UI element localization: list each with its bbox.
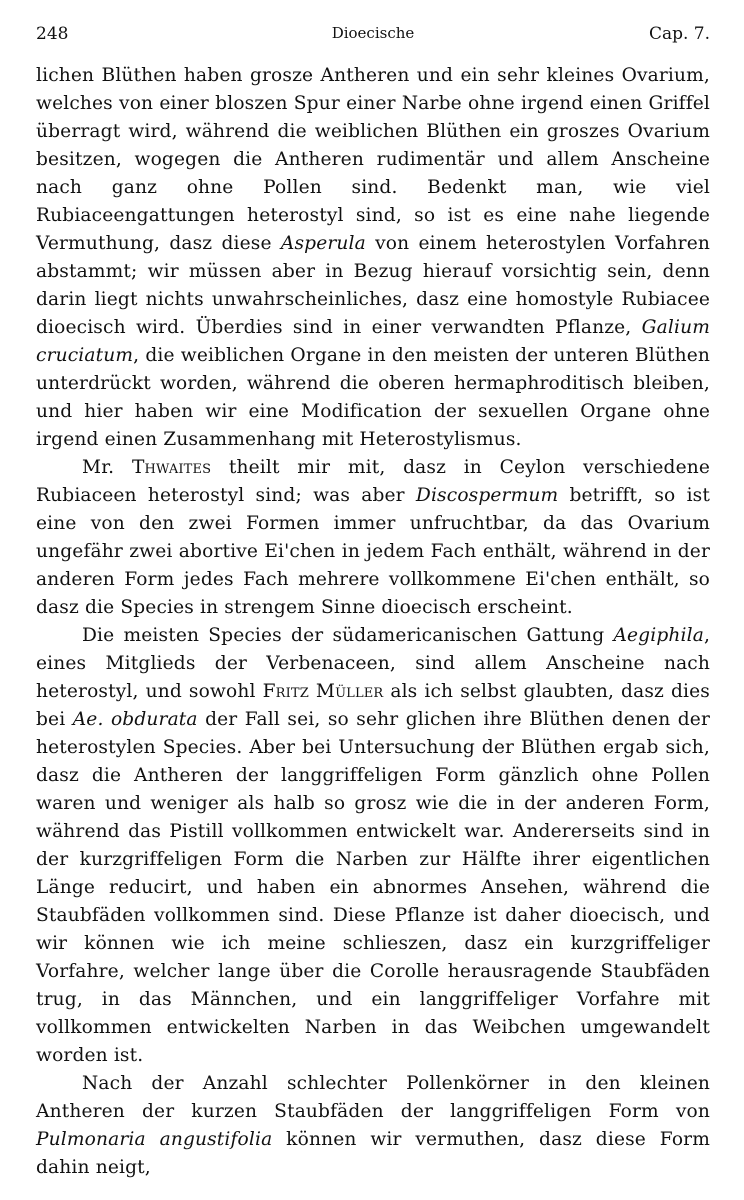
text-run: können wir vermuthen, dasz diese Form dahin neigt, xyxy=(36,1129,710,1178)
text-run: von einem heterostylen Vorfahren abstammt; wir müssen aber in Bezug hierauf vorsichtig sein, denn darin liegt nichts unwahrscheinliches, dasz eine homostyle Rubiacee dioecisch wird. Überdies sind in einer verwandten Pflanze, xyxy=(36,233,710,338)
paragraph xyxy=(36,1070,710,1182)
text-run: , eines Mitglieds der Verbenaceen, sind allem Anscheine nach heterostyl, und sowohl xyxy=(36,625,710,702)
species-name: Ae. obdurata xyxy=(72,709,198,730)
paragraph xyxy=(36,622,710,1070)
text-run: der Fall sei, so sehr glichen ihre Blüthen denen der heterostylen Species. Aber bei Untersuchung der Blüthen ergab sich, dasz die Antheren der langgriffeligen Form gänzlich ohne Pollen waren und weniger als halb so grosz wie die in der anderen Form, während das Pistill vollkommen entwickelt war. Andererseits sind in der kurzgriffeligen Form die Narben zur Hälfte ihrer eigentlichen Länge reducirt, und haben ein abnormes Ansehen, während die Staubfäden vollkommen sind. Diese Pflanze ist daher dioecisch, und wir können wie ich meine schlieszen, dasz ein kurzgriffeliger Vorfahre, welcher lange über die Corolle herausragende Staubfäden trug, in das Männchen, und ein langgriffeliger Vorfahre mit vollkommen entwickelten Narben in das Weibchen umgewandelt worden ist. xyxy=(36,709,710,1066)
text-run: betrifft, so ist eine von den zwei Formen immer unfruchtbar, da das Ovarium ungefähr zwei abortive Ei'chen in jedem Fach enthält, während in der anderen Form jedes Fach mehrere vollkommene Ei'chen enthält, so dasz die Species in strengem Sinne dioecisch erscheint. xyxy=(36,485,710,618)
body-text xyxy=(36,62,710,1182)
person-name: Fritz Müller xyxy=(262,681,384,702)
page-number: 248 xyxy=(36,24,69,44)
running-title: Dioecische xyxy=(331,24,415,42)
text-run: als ich selbst glaubten, dasz dies bei xyxy=(36,681,710,730)
species-name: Discospermum xyxy=(415,485,559,506)
species-name: Pulmonaria angustifolia xyxy=(36,1129,273,1150)
text-run: , die weiblichen Organe in den meisten der unteren Blüthen unterdrückt worden, während die oberen hermaphroditisch bleiben, und hier haben wir eine Modification der sexuellen Organe ohne irgend einen Zusammenhang mit Heterostylismus. xyxy=(36,345,710,450)
text-run: Nach der Anzahl schlechter Pollenkörner in den kleinen Antheren der kurzen Staubfäden der langgriffeligen Form von xyxy=(36,1073,710,1122)
species-name: Aegiphila xyxy=(613,625,704,646)
text-run: Die meisten Species der südamericanischen Gattung xyxy=(82,625,614,646)
person-name: Thwaites xyxy=(131,457,212,478)
species-name: Asperula xyxy=(280,233,366,254)
species-name: Galium cruciatum xyxy=(36,317,710,366)
paragraph xyxy=(36,62,710,454)
text-run: theilt mir mit, dasz in Ceylon verschiedene Rubiaceen heterostyl sind; was aber xyxy=(36,457,710,506)
text-run: lichen Blüthen haben grosze Antheren und ein sehr kleines Ovarium, welches von einer bloszen Spur einer Narbe ohne irgend einen Griffel überragt wird, während die weiblichen Blüthen ein groszes Ovarium besitzen, wogegen die Antheren rudimentär und allem Anscheine nach ganz ohne Pollen sind. Bedenkt man, wie viel Rubiaceengattungen heterostyl sind, so ist es eine nahe liegende Vermuthung, dasz diese xyxy=(36,65,710,254)
running-head xyxy=(36,24,710,52)
chapter-label: Cap. 7. xyxy=(648,24,710,44)
text-run: Mr. xyxy=(82,457,132,478)
paragraph xyxy=(36,454,710,622)
